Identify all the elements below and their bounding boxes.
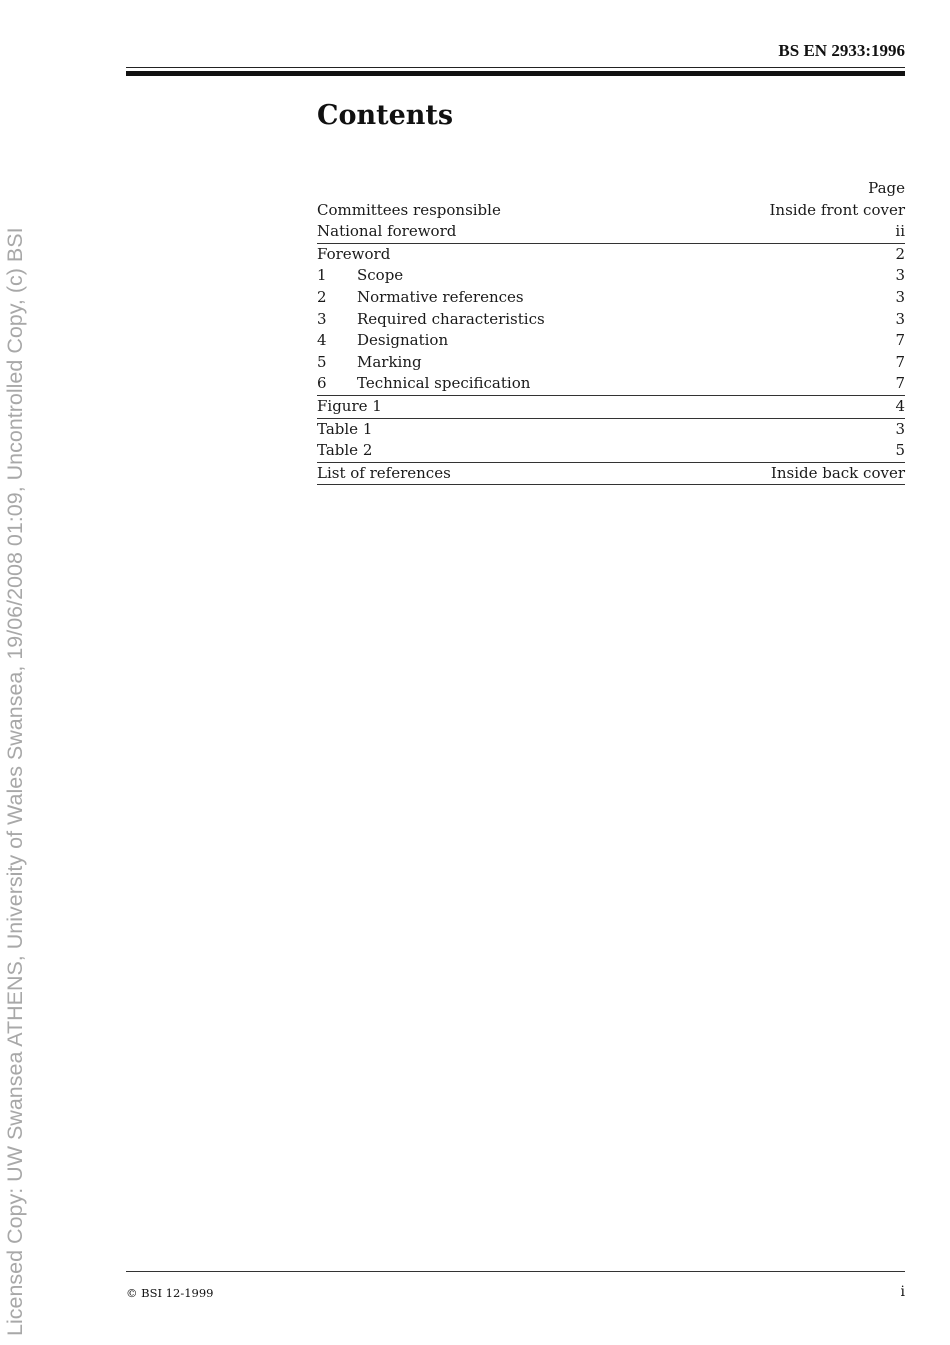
toc-entry-page: 5	[895, 441, 905, 460]
license-watermark: Licensed Copy: UW Swansea ATHENS, University of Wales Swansea, 19/06/2008 01:09, Uncontrolled Copy, (c) BSI	[3, 227, 27, 1336]
toc-entry-page: 3	[895, 419, 905, 438]
table-of-contents	[317, 178, 905, 485]
header-rule-thin	[126, 67, 905, 68]
toc-entry-page: 7	[895, 374, 905, 393]
toc-entry-page: 2	[895, 244, 905, 263]
toc-entry-page: 7	[895, 352, 905, 371]
footer-rule	[126, 1271, 905, 1272]
toc-entry-title: Table 1	[317, 419, 373, 438]
footer-copyright: © BSI 12-1999	[126, 1286, 214, 1300]
toc-entry[interactable]	[317, 463, 905, 486]
toc-entry-title: Table 2	[317, 441, 373, 460]
toc-entry[interactable]	[317, 265, 905, 287]
toc-entry-number: 2	[317, 287, 327, 306]
toc-entry-page: Inside back cover	[770, 463, 905, 482]
toc-entry[interactable]	[317, 373, 905, 396]
toc-entry[interactable]	[317, 440, 905, 463]
toc-entry[interactable]	[317, 396, 905, 419]
toc-entry-number: 1	[317, 266, 327, 285]
toc-entry-number: 5	[317, 352, 327, 371]
toc-entry-title: Foreword	[317, 244, 391, 263]
toc-entry-page: 3	[895, 287, 905, 306]
toc-entry[interactable]	[317, 221, 905, 244]
toc-entry[interactable]	[317, 419, 905, 441]
toc-entry-title: Normative references	[357, 287, 524, 306]
toc-entry-number: 4	[317, 331, 327, 350]
toc-entry-title: Figure 1	[317, 396, 382, 415]
toc-entry-page: 3	[895, 309, 905, 328]
header-rule-thick	[126, 71, 905, 76]
toc-entry-page: 3	[895, 266, 905, 285]
page-title: Contents	[317, 100, 454, 131]
toc-entry[interactable]	[317, 330, 905, 352]
toc-entry-title: Technical specification	[357, 374, 531, 393]
toc-entry-title: National foreword	[317, 222, 457, 241]
toc-header-row	[317, 178, 905, 200]
toc-entry-page: 7	[895, 331, 905, 350]
toc-entry-page: ii	[895, 222, 905, 241]
toc-entry-number: 3	[317, 309, 327, 328]
toc-entry-page: Inside front cover	[769, 200, 905, 219]
toc-entry-title: Marking	[357, 352, 422, 371]
toc-entry[interactable]	[317, 244, 905, 266]
toc-entry[interactable]	[317, 287, 905, 309]
toc-entry-number: 6	[317, 374, 327, 393]
toc-entry[interactable]	[317, 309, 905, 331]
footer-page-number: i	[900, 1284, 905, 1300]
toc-entry-title: Committees responsible	[317, 200, 501, 219]
page-column-label: Page	[868, 179, 905, 197]
toc-entry-title: Designation	[357, 331, 449, 350]
document-id: BS EN 2933:1996	[778, 41, 905, 60]
toc-entry-title: List of references	[317, 463, 451, 482]
toc-entry[interactable]	[317, 352, 905, 374]
toc-entry[interactable]	[317, 200, 905, 222]
toc-entry-page: 4	[895, 396, 905, 415]
toc-entry-title: Required characteristics	[357, 309, 545, 328]
toc-entry-title: Scope	[357, 266, 404, 285]
